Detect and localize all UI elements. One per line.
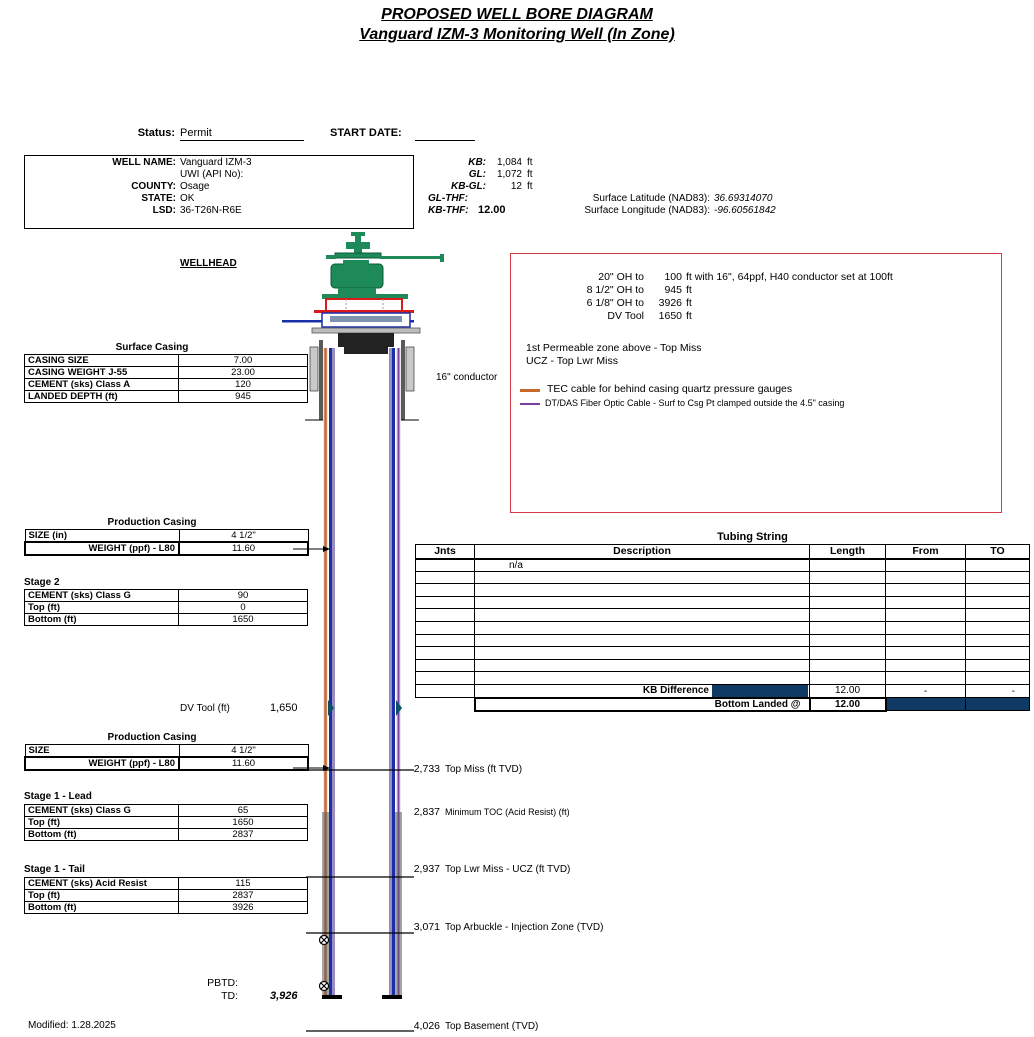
formation-depth: 2,733 xyxy=(413,763,440,775)
stage2-cement-value: 90 xyxy=(179,590,308,602)
hole-1-size: 20" OH to xyxy=(598,271,644,283)
stage1-tail-top-label: Top (ft) xyxy=(25,890,179,902)
acid-resist-cement-right xyxy=(395,812,402,998)
prod-casing-2-weight-value: 11.60 xyxy=(179,757,308,770)
stage2-bottom-label: Bottom (ft) xyxy=(25,614,179,626)
stage1-tail-bottom-value: 3926 xyxy=(179,902,308,914)
kb-unit: ft xyxy=(527,157,533,168)
production-casing xyxy=(329,348,395,998)
wellhead-label: WELLHEAD xyxy=(180,258,237,269)
hole-3-desc: ft xyxy=(686,297,692,309)
surface-casing-weight-value: 23.00 xyxy=(179,367,308,379)
tubing-header-to: TO xyxy=(966,545,1030,559)
hole-1-depth: 100 xyxy=(664,271,682,283)
state-label: STATE: xyxy=(141,193,176,204)
longitude-label: Surface Longitude (NAD83): xyxy=(584,205,710,216)
stage2-bottom-value: 1650 xyxy=(179,614,308,626)
kb-diff-from: - xyxy=(886,684,966,698)
latitude-label: Surface Latitude (NAD83): xyxy=(592,193,710,204)
prod-casing-1-weight-label: WEIGHT (ppf) - L80 xyxy=(25,542,179,555)
formation-name: Top Arbuckle - Injection Zone (TVD) xyxy=(445,922,604,933)
stage1-lead-top-value: 1650 xyxy=(179,817,308,829)
prod-casing-1-weight-value: 11.60 xyxy=(179,542,308,555)
stage2-cement-label: CEMENT (sks) Class G xyxy=(25,590,179,602)
stage1-tail-title: Stage 1 - Tail xyxy=(24,864,85,875)
surface-casing-cement-value: 120 xyxy=(179,379,308,391)
longitude-value: -96.60561842 xyxy=(714,205,776,216)
fiber-cable-legend-text: DT/DAS Fiber Optic Cable - Surf to Csg Pt clamped outside the 4.5" casing xyxy=(545,398,845,408)
gl-label: GL: xyxy=(468,169,486,180)
tubing-title: Tubing String xyxy=(717,531,788,543)
stage1-lead-cement-value: 65 xyxy=(179,805,308,817)
prod-casing-2-weight-label: WEIGHT (ppf) - L80 xyxy=(25,757,179,770)
uwi-label: UWI (API No): xyxy=(180,169,244,180)
formation-depth: 2,937 xyxy=(413,863,440,875)
surface-casing-cement-label: CEMENT (sks) Class A xyxy=(25,379,179,391)
wellhead-icon xyxy=(282,232,444,354)
zone-note-1: 1st Permeable zone above - Top Miss xyxy=(526,342,702,354)
formation-name: Top Lwr Miss - UCZ (ft TVD) xyxy=(445,864,571,875)
stage1-lead-bottom-value: 2837 xyxy=(179,829,308,841)
stage2-title: Stage 2 xyxy=(24,577,60,588)
arrow-prod-casing-1 xyxy=(293,546,330,552)
stage2-top-label: Top (ft) xyxy=(25,602,179,614)
prod-casing-1-title: Production Casing xyxy=(107,517,197,528)
hole-4-desc: ft xyxy=(686,310,692,322)
hole-3-size: 6 1/8" OH to xyxy=(586,297,644,309)
prod-casing-2-size-label: SIZE xyxy=(25,745,179,758)
td-plug-icon xyxy=(320,982,329,991)
lsd-label: LSD: xyxy=(152,205,176,216)
stage2-top-value: 0 xyxy=(179,602,308,614)
kbgl-unit: ft xyxy=(527,181,533,192)
dv-tool-value: 1,650 xyxy=(270,702,298,714)
kbgl-value: 12 xyxy=(510,181,522,192)
tubing-header-description: Description xyxy=(475,545,810,559)
status-value: Permit xyxy=(180,127,304,141)
well-name-label: WELL NAME: xyxy=(112,157,176,168)
pbtd-label: PBTD: xyxy=(207,977,238,989)
prod-casing-2-size-value: 4 1/2" xyxy=(179,745,308,758)
tubing-header-length: Length xyxy=(810,545,886,559)
surface-casing-depth-label: LANDED DEPTH (ft) xyxy=(25,391,179,403)
td-label: TD: xyxy=(221,990,238,1002)
hole-2-desc: ft xyxy=(686,284,692,296)
stage1-tail-bottom-label: Bottom (ft) xyxy=(25,902,179,914)
acid-resist-cement-left xyxy=(322,812,329,998)
stage1-tail-cement-value: 115 xyxy=(179,878,308,890)
td-bottom-plate-left xyxy=(322,995,342,999)
tubing-header-from: From xyxy=(886,545,966,559)
dv-tool-label: DV Tool (ft) xyxy=(180,703,230,714)
kb-label: KB: xyxy=(468,157,486,168)
tubing-header-jnts: Jnts xyxy=(416,545,475,559)
td-bottom-plate-right xyxy=(382,995,402,999)
lsd-value: 36-T26N-R6E xyxy=(180,205,242,216)
stage1-lead-bottom-label: Bottom (ft) xyxy=(25,829,179,841)
hole-1-desc: ft with 16", 64ppf, H40 conductor set at 100ft xyxy=(686,271,893,283)
stage1-lead-top-label: Top (ft) xyxy=(25,817,179,829)
stage1-tail-cement-label: CEMENT (sks) Acid Resist xyxy=(25,878,179,890)
bottom-landed-label: Bottom Landed @ xyxy=(475,698,810,711)
kbthf-label: KB-THF: xyxy=(428,205,469,216)
kb-diff-length: 12.00 xyxy=(810,684,886,698)
diagram-subtitle: Vanguard IZM-3 Monitoring Well (In Zone) xyxy=(359,26,675,43)
surface-casing-size-label: CASING SIZE xyxy=(25,355,179,367)
county-label: COUNTY: xyxy=(131,181,176,192)
modified-date: Modified: 1.28.2025 xyxy=(28,1020,116,1031)
formation-depth: 2,837 xyxy=(413,806,440,818)
surface-casing-weight-label: CASING WEIGHT J-55 xyxy=(25,367,179,379)
kb-diff-label: KB Difference xyxy=(642,684,709,696)
county-value: Osage xyxy=(180,181,210,192)
glthf-label: GL-THF: xyxy=(428,193,468,204)
tubing-first-desc: n/a xyxy=(475,559,810,572)
kb-value: 1,084 xyxy=(496,157,522,168)
formation-depth: 4,026 xyxy=(413,1020,440,1032)
td-value: 3,926 xyxy=(270,990,298,1002)
hole-4-size: DV Tool xyxy=(607,310,644,322)
bottom-landed-value: 12.00 xyxy=(810,698,886,711)
hole-4-depth: 1650 xyxy=(658,310,682,322)
stage1-lead-title: Stage 1 - Lead xyxy=(24,791,92,802)
prod-casing-1-size-label: SIZE (in) xyxy=(25,530,179,543)
surface-casing-size-value: 7.00 xyxy=(179,355,308,367)
hole-2-size: 8 1/2" OH to xyxy=(586,284,644,296)
hole-3-depth: 3926 xyxy=(658,297,682,309)
diagram-title: PROPOSED WELL BORE DIAGRAM xyxy=(381,6,653,23)
conductor-label: 16" conductor xyxy=(436,372,498,383)
stage1-tail-top-value: 2837 xyxy=(179,890,308,902)
gl-value: 1,072 xyxy=(496,169,522,180)
hole-2-depth: 945 xyxy=(664,284,682,296)
latitude-value: 36.69314070 xyxy=(714,193,773,204)
prod-casing-1-size-value: 4 1/2" xyxy=(179,530,308,543)
prod-casing-2-title: Production Casing xyxy=(107,732,197,743)
formation-depth: 3,071 xyxy=(413,921,440,933)
kbthf-value: 12.00 xyxy=(478,204,506,216)
state-value: OK xyxy=(180,193,195,204)
start-date-label: START DATE: xyxy=(330,127,402,139)
formation-name: Minimum TOC (Acid Resist) (ft) xyxy=(445,807,570,817)
formation-name: Top Basement (TVD) xyxy=(445,1021,539,1032)
surface-casing-title: Surface Casing xyxy=(115,342,189,353)
tec-cable-legend-text: TEC cable for behind casing quartz pressure gauges xyxy=(547,383,793,395)
surface-casing-depth-value: 945 xyxy=(179,391,308,403)
kbgl-label: KB-GL: xyxy=(451,181,486,192)
kb-diff-to: - xyxy=(966,684,1030,698)
status-label: Status: xyxy=(137,127,175,139)
gl-unit: ft xyxy=(527,169,533,180)
well-name-value: Vanguard IZM-3 xyxy=(180,157,252,168)
formation-name: Top Miss (ft TVD) xyxy=(445,764,523,775)
pbtd-plug-icon xyxy=(320,936,329,945)
stage1-lead-cement-label: CEMENT (sks) Class G xyxy=(25,805,179,817)
zone-note-2: UCZ - Top Lwr Miss xyxy=(526,355,618,367)
